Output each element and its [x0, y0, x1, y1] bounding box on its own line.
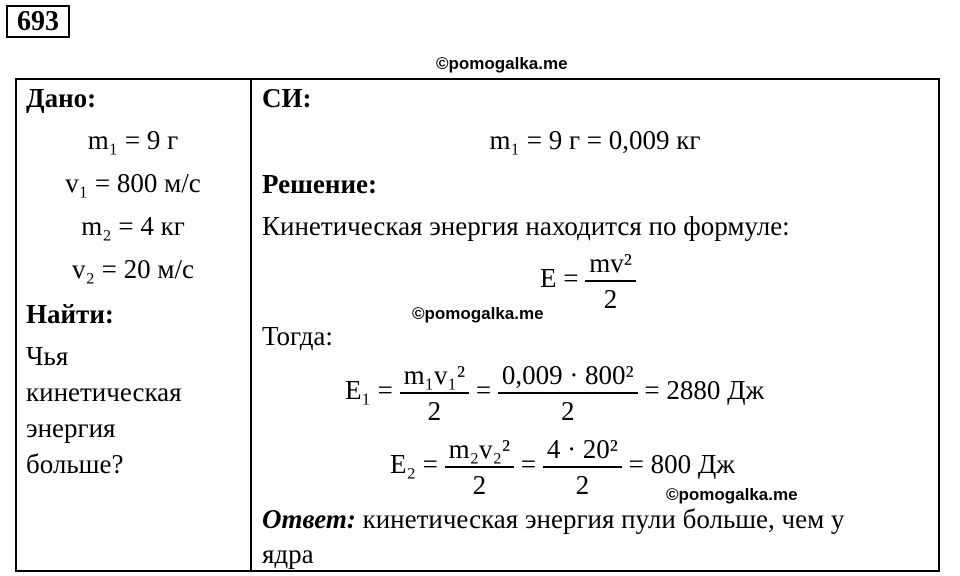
find-line: больше?: [26, 449, 124, 479]
solution-intro: Кинетическая энергия находится по формуле:: [262, 211, 790, 241]
given-line: v₂ = 20 м/с: [72, 254, 194, 284]
watermark: ©pomogalka.me: [666, 485, 798, 504]
e2-fraction-numeric: [543, 432, 622, 502]
formula-lhs: E =: [540, 263, 579, 294]
formula-denominator: 2: [603, 284, 618, 314]
answer-text-continued: ядра: [262, 539, 314, 569]
e1-fraction-symbolic: [400, 358, 469, 428]
e1-numerator: m₁v₁²: [400, 358, 469, 394]
e2-result: = 800 Дж: [628, 449, 735, 480]
energy-formula: [540, 246, 636, 316]
e2-numeric-denominator: 2: [575, 470, 590, 500]
then-label: Тогда:: [262, 321, 333, 351]
e1-fraction-numeric: [498, 358, 638, 428]
answer-text: кинетическая энергия пули больше, чем у: [355, 504, 845, 534]
e2-equals: =: [520, 449, 537, 480]
watermark: ©pomogalka.me: [412, 304, 544, 323]
e2-fraction-symbolic: [445, 432, 514, 502]
formula-numerator: mv²: [585, 246, 636, 282]
find-line: кинетическая: [26, 377, 182, 407]
watermark: ©pomogalka.me: [436, 54, 568, 73]
formula-fraction: [585, 246, 636, 316]
problem-number: 693: [6, 5, 70, 38]
si-heading: СИ:: [262, 83, 312, 113]
e1-equals: =: [475, 375, 492, 406]
e2-numeric-numerator: 4 · 20²: [543, 432, 622, 468]
given-line: m₂ = 4 кг: [81, 211, 185, 241]
find-heading: Найти:: [26, 299, 114, 329]
answer-label: Ответ:: [262, 504, 356, 534]
e1-lhs: E₁ =: [345, 375, 393, 406]
si-conversion: m₁ = 9 г = 0,009 кг: [489, 125, 701, 155]
given-line: m₁ = 9 г: [87, 125, 179, 155]
e2-lhs: E₂ =: [390, 449, 438, 480]
find-line: Чья: [26, 341, 69, 371]
e1-numeric-denominator: 2: [560, 396, 575, 426]
answer-line: [262, 503, 844, 535]
e1-numeric-numerator: 0,009 · 800²: [498, 358, 638, 394]
find-line: энергия: [26, 413, 116, 443]
solution-heading: Решение:: [262, 169, 377, 199]
given-line: v₁ = 800 м/с: [65, 168, 201, 198]
e2-numerator: m₂v₂²: [445, 432, 514, 468]
e1-denominator: 2: [427, 396, 442, 426]
e1-result: = 2880 Дж: [644, 375, 765, 406]
e2-denominator: 2: [472, 470, 487, 500]
given-heading: Дано:: [26, 83, 97, 113]
e1-equation: [345, 358, 764, 428]
